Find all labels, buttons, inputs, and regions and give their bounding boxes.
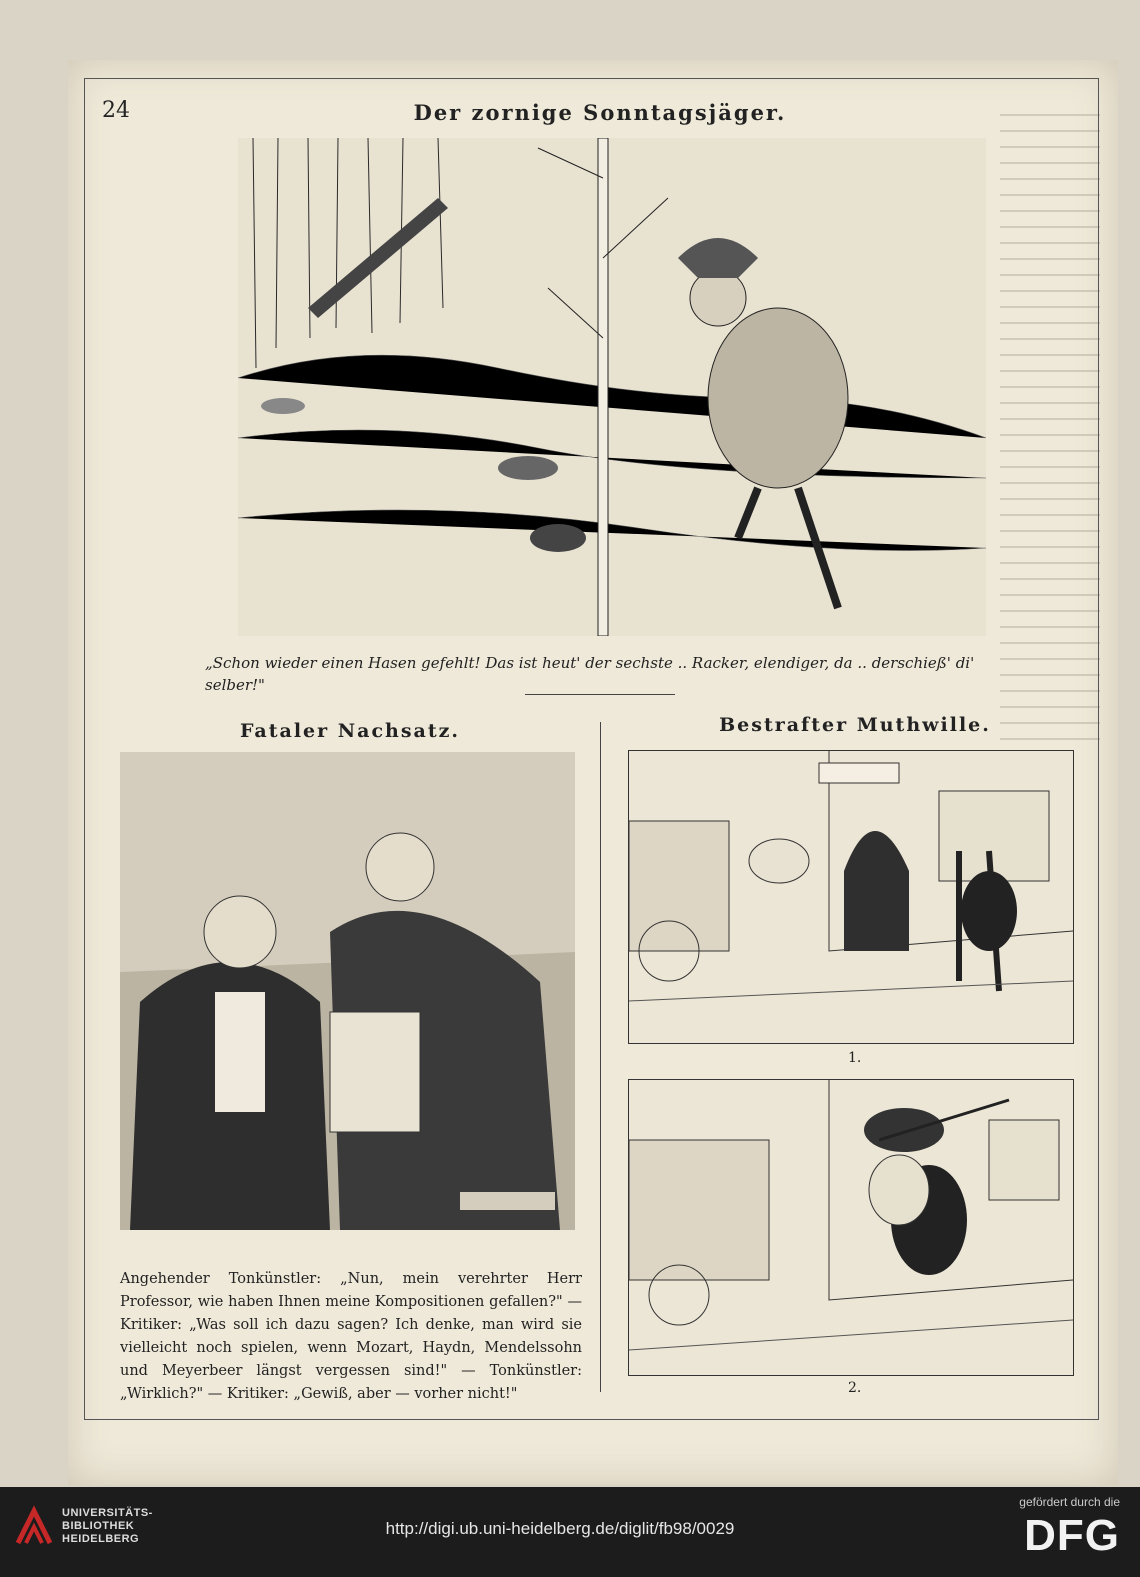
library-line-3: HEIDELBERG [62,1533,140,1545]
panel-1-number: 1. [848,1050,862,1066]
composer-critic-caption: Angehender Tonkünstler: „Nun, mein verehrter Herr Professor, wie haben Ihnen meine Kompositionen gefallen?" — Kritiker: „Was soll ich dazu sagen? Ich denke, man wird sie vielleicht noch spielen, wenn Mozart, Haydn, Mendelssohn und Meyerbeer längst vergessen sind!" — Tonkünstler: „Wirklich?" — Kritiker: „Gewiß, aber — vorher nicht!" [120,1271,582,1402]
university-library-logo-icon [14,1503,54,1553]
funding-note: gefördert durch die [1019,1495,1120,1509]
bakery-panel-2 [628,1079,1074,1376]
dfg-logo[interactable]: DFG [1024,1511,1120,1560]
fataler-nachsatz-heading: Fataler Nachsatz. [239,720,461,742]
page-number: 24 [102,98,130,123]
permalink-url[interactable]: http://digi.ub.uni-heidelberg.de/diglit/fb98/0029 [385,1519,735,1538]
library-line-2: BIBLIOTHEK [62,1520,135,1532]
column-divider [600,722,601,1392]
running-title: Der zornige Sonntagsjäger. [413,100,787,125]
bakery-panel-1 [628,750,1074,1044]
university-library-name[interactable] [62,1507,153,1546]
library-line-1: UNIVERSITÄTS- [62,1507,153,1519]
panel-2-number: 2. [848,1380,862,1396]
viewer-footer [0,1487,1140,1577]
hunter-illustration [238,138,986,636]
composer-critic-illustration [120,752,575,1230]
section-divider [525,694,675,695]
bestrafter-muthwille-heading: Bestrafter Muthwille. [719,714,991,736]
hunter-caption: „Schon wieder einen Hasen gefehlt! Das ist heut' der sechste .. Racker, elendiger, da .. derschieß' di' selber!" [205,654,975,694]
